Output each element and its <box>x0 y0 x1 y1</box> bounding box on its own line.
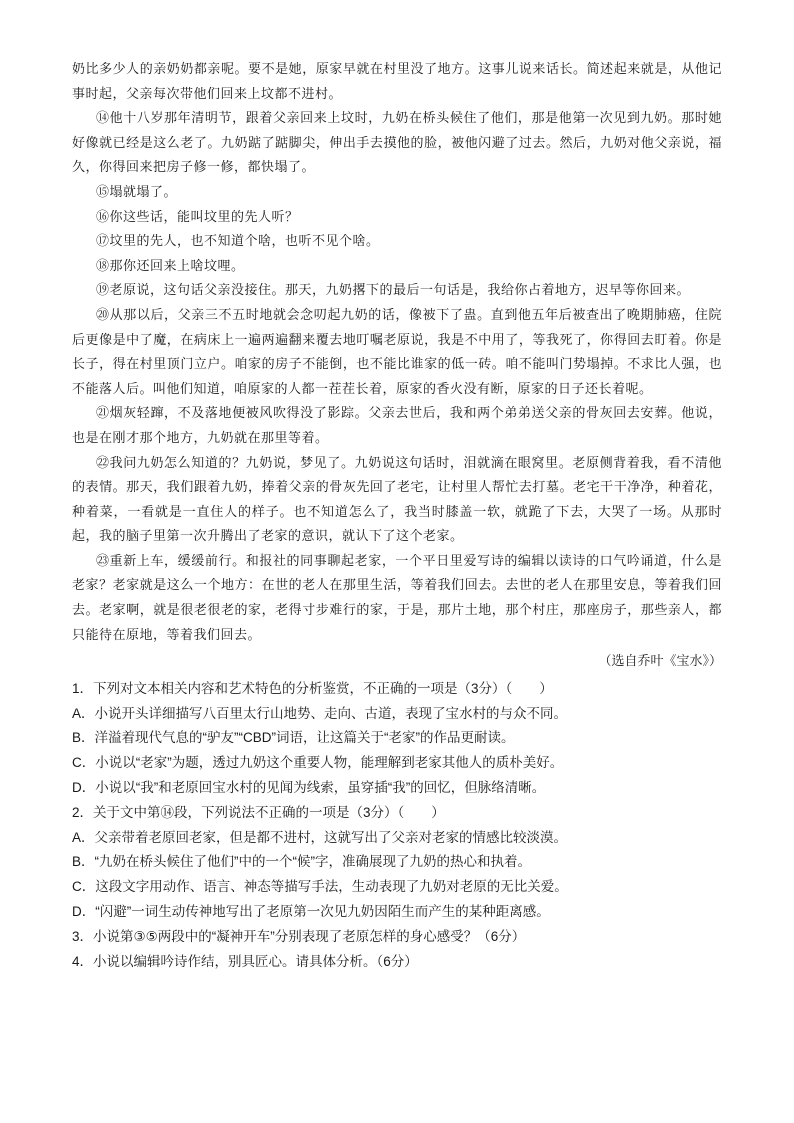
story-text <box>72 58 722 648</box>
question-stem: 4．小说以编辑吟诗作结，别具匠心。请具体分析。（6分） <box>72 953 418 969</box>
story-paragraph: ⑭他十八岁那年清明节，跟着父亲回来上坟时，九奶在桥头候住了他们，那是他第一次见到九奶。那时她好像就已经是这么老了。九奶踮了踮脚尖，伸出手去摸他的脸，被他闪避了过去。然后，九奶对他父亲说，福久，你得回来把房子修一修，都快塌了。 <box>72 111 722 176</box>
story-paragraph: ㉒我问九奶怎么知道的？九奶说，梦见了。九奶说这句话时，泪就滴在眼窝里。老原侧背着我，看不清他的表情。那天，我们跟着九奶，捧着父亲的骨灰先回了老宅，让村里人帮忙去打墓。老宅干干净净，种着花，种着菜，一看就是一直住人的样子。也不知道怎么了，我当时膝盖一软，就跪了下去，大哭了一场。从那时起，我的脑子里第一次升腾出了老家的意识，就认下了这个老家。 <box>72 455 722 545</box>
story-paragraph: ⑮塌就塌了。 <box>96 184 178 200</box>
answer-option: D．“闪避”一词生动传神地写出了老原第一次见九奶因陌生而产生的某种距离感。 <box>72 904 550 920</box>
question-list <box>72 677 722 975</box>
question-stem: 1．下列对文本相关内容和艺术特色的分析鉴赏，不正确的一项是（3分）（ ） <box>72 680 553 696</box>
story-paragraph: ⑯你这些话，能叫坟里的先人听？ <box>96 209 299 225</box>
story-paragraph: ⑳从那以后，父亲三不五时地就会念叨起九奶的话，像被下了蛊。直到他五年后被查出了晚期肺癌，住院后更像是中了魔，在病床上一遍两遍翻来覆去地叮嘱老原说，我是不中用了，等我死了，你得回去盯着。你是长子，得在村里顶门立户。咱家的房子不能倒，也不能比谁家的低一砖。咱不能叫门势塌掉。不求比人强，也不能落人后。叫他们知道，咱原家的人都一茬茬长着，原家的香火没有断，原家的日子还长着呢。 <box>72 307 722 397</box>
source-citation: （选自乔叶《宝水》） <box>598 654 722 670</box>
answer-option: B．洋溢着现代气息的“驴友”“CBD”词语，让这篇关于“老家”的作品更耐读。 <box>72 730 515 746</box>
answer-option: A．父亲带着老原回老家，但是都不进村，这就写出了父亲对老家的情感比较淡漠。 <box>72 829 568 845</box>
answer-option: D．小说以“我”和老原回宝水村的见闻为线索，虽穿插“我”的回忆，但脉络清晰。 <box>72 780 546 796</box>
answer-option: C．小说以“老家”为题，透过九奶这个重要人物，能理解到老家其他人的质朴美好。 <box>72 755 564 771</box>
answer-option: C．这段文字用动作、语言、神态等描写手法，生动表现了九奶对老原的无比关爱。 <box>72 879 568 895</box>
question-stem: 3．小说第③⑤两段中的“凝神开车”分别表现了老原怎样的身心感受？（6分） <box>72 928 526 944</box>
story-paragraph: ⑲老原说，这句话父亲没接住。那天，九奶撂下的最后一句话是，我给你占着地方，迟早等你回来。 <box>96 283 691 299</box>
question-stem: 2．关于文中第⑭段，下列说法不正确的一项是（3分）（ ） <box>72 804 445 820</box>
answer-option: A．小说开头详细描写八百里太行山地势、走向、古道，表现了宝水村的与众不同。 <box>72 705 568 721</box>
answer-option: B．“九奶在桥头候住了他们”中的一个“候”字，准确展现了九奶的热心和执着。 <box>72 854 531 870</box>
story-paragraph: ㉓重新上车，缓缓前行。和报社的同事聊起老家，一个平日里爱写诗的编辑以读诗的口气吟诵道，什么是老家？老家就是这么一个地方：在世的老人在那里生活，等着我们回去。去世的老人在那里安息，等着我们回去。老家啊，就是很老很老的家，老得寸步难行的家，于是，那片土地，那个村庄，那座房子，那些亲人，都只能待在原地，等着我们回去。 <box>72 553 722 643</box>
story-paragraph: ⑰坟里的先人，也不知道个啥，也听不见个啥。 <box>96 234 380 250</box>
story-paragraph: 奶比多少人的亲奶奶都亲呢。要不是她，原家早就在村里没了地方。这事儿说来话长。简述起来就是，从他记事时起，父亲每次带他们回来上坟都不进村。 <box>72 62 722 102</box>
story-paragraph: ⑱那你还回来上啥坟哩。 <box>96 258 245 274</box>
story-paragraph: ㉑烟灰轻蹿，不及落地便被风吹得没了影踪。父亲去世后，我和两个弟弟送父亲的骨灰回去安葬。他说，也是在刚才那个地方，九奶就在那里等着。 <box>72 406 722 446</box>
